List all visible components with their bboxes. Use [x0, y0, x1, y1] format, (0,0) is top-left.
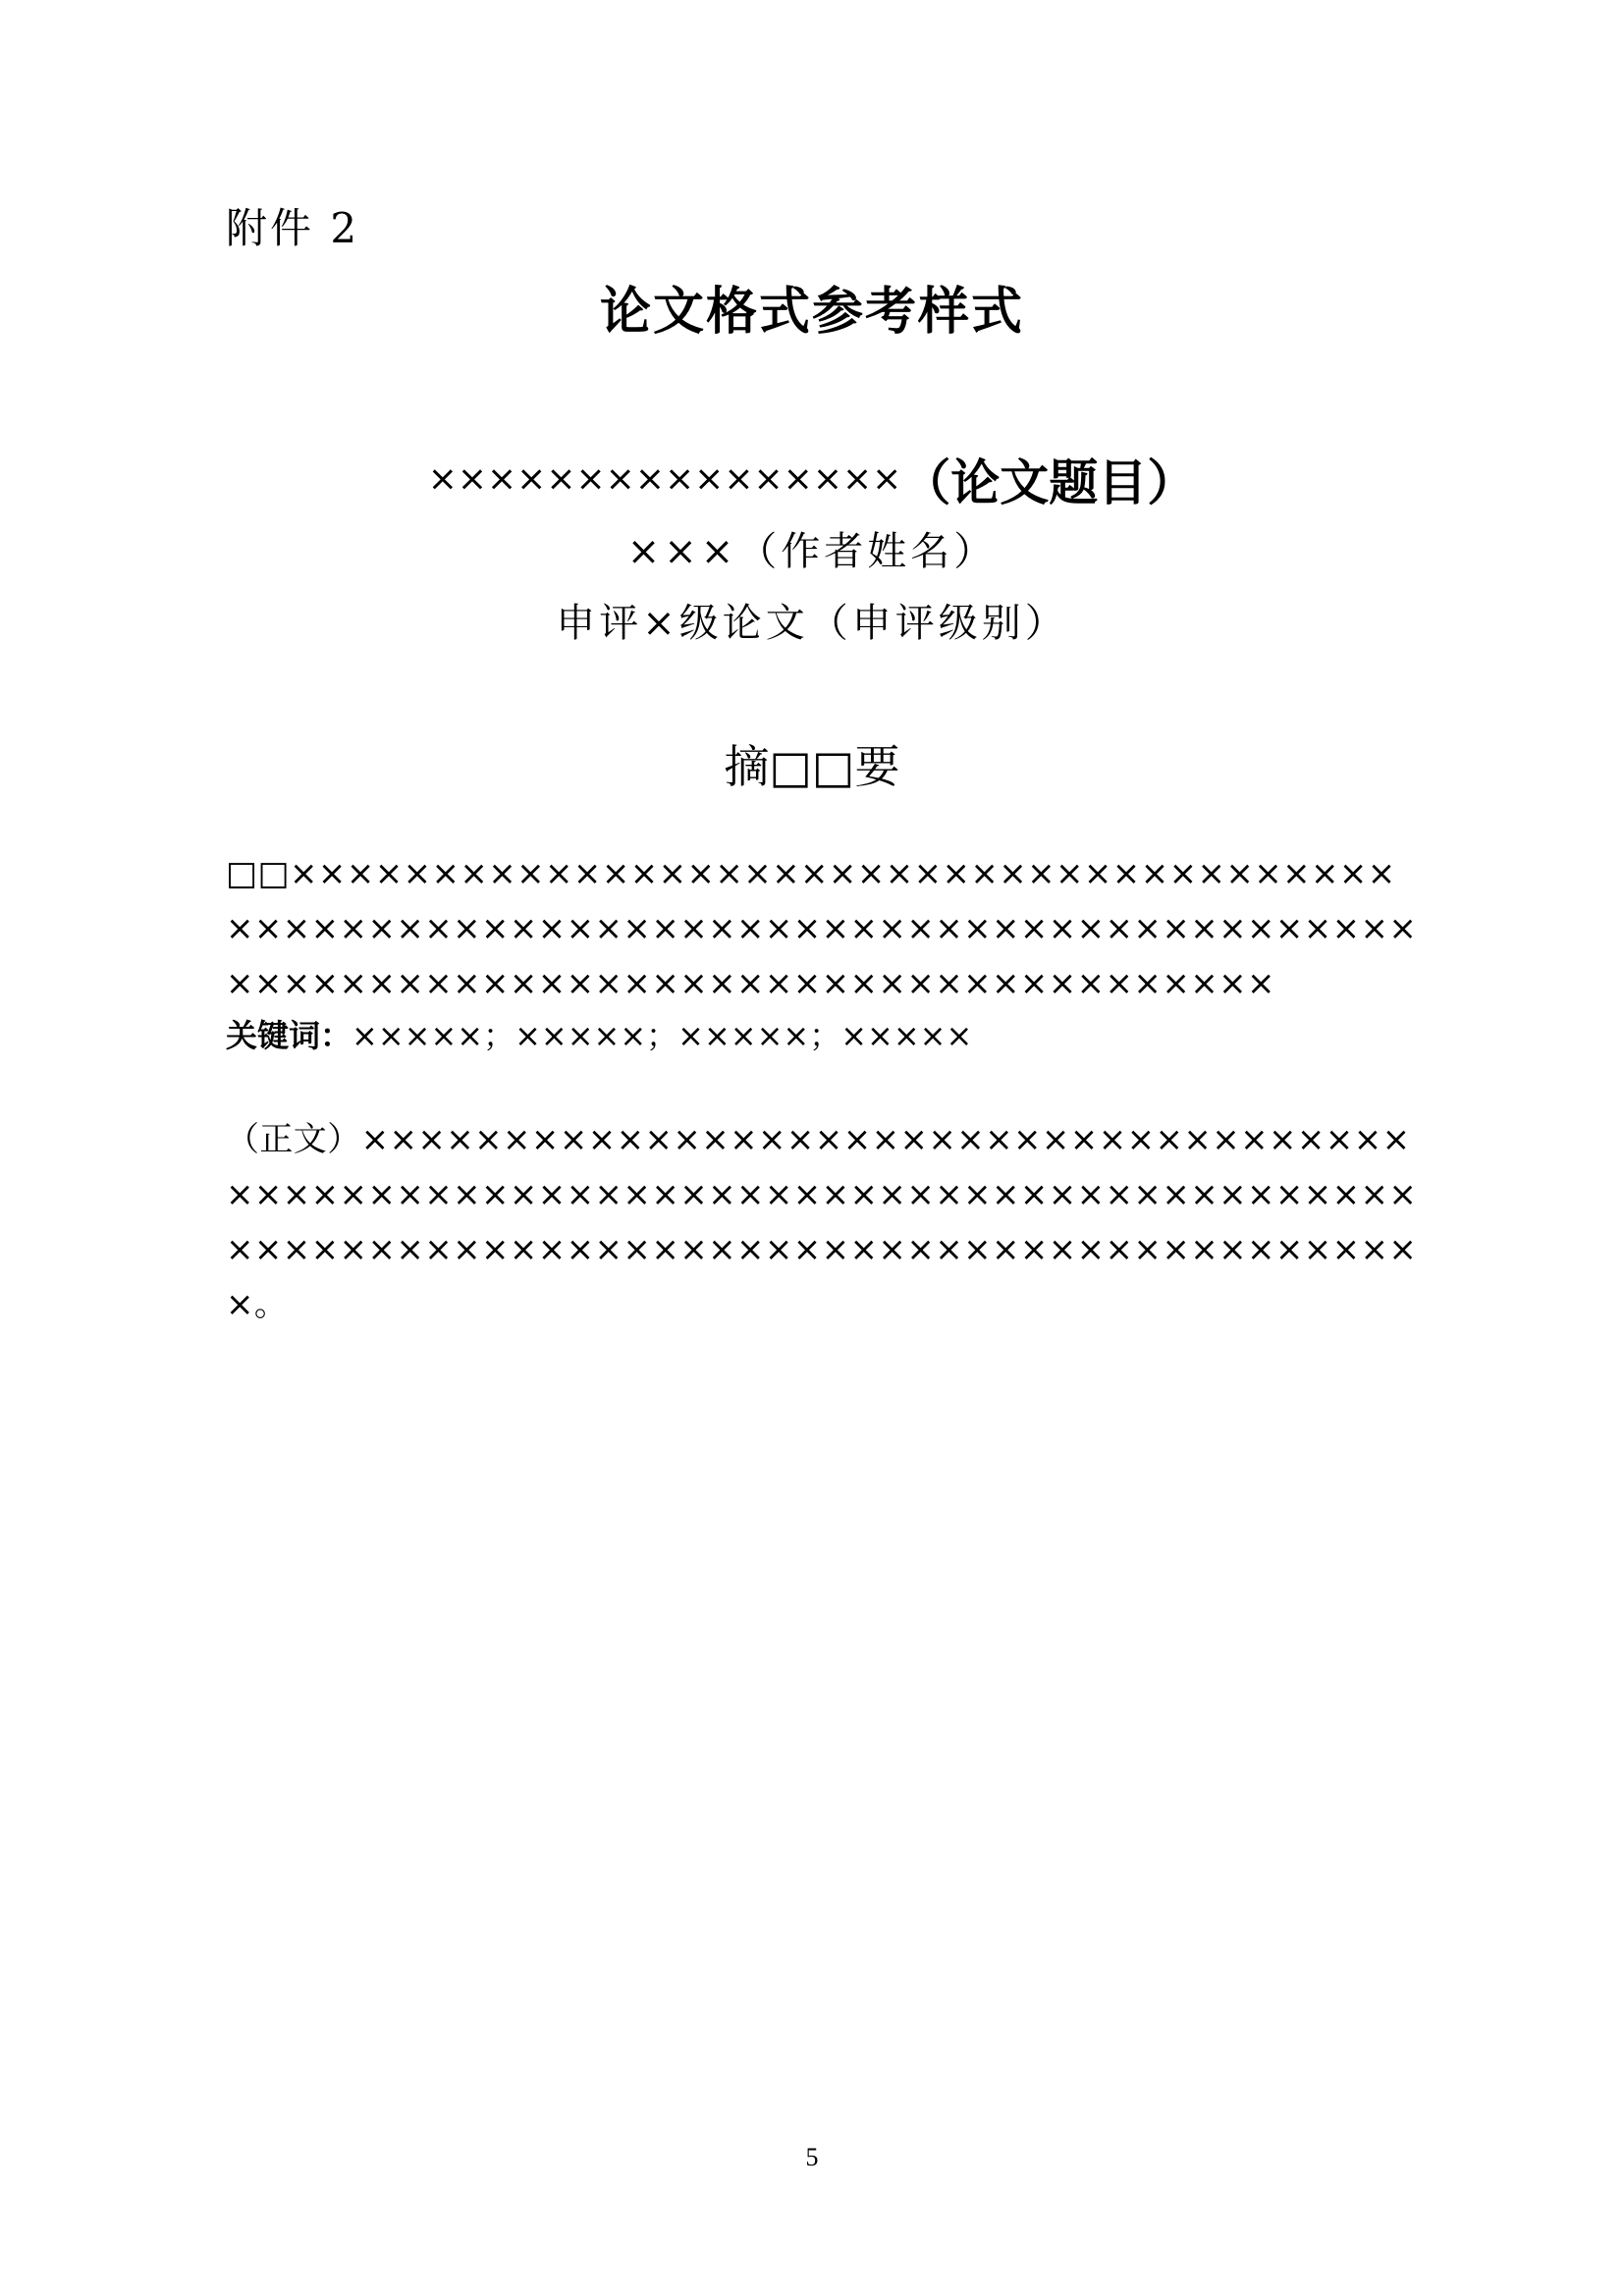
paper-title-label: （论文题目）	[901, 454, 1197, 511]
paper-title	[0, 444, 1624, 514]
level-line: 申评×级论文（申评级别）	[556, 601, 1068, 646]
page-number: 5	[805, 2143, 819, 2171]
abstract-body: □□××××××××××××××××××××××××××××××××××××××××××××××××××××××××××××××××××××××××××××××××××××××××××××××××××××××××××××××××××××××	[226, 854, 1418, 1003]
document-title: 论文格式参考样式	[599, 283, 1024, 342]
attachment-label: 附件 2	[226, 204, 360, 252]
paper-title-placeholder: ××××××××××××××××	[427, 458, 902, 500]
main-text: （正文）××××××××××××××××××××××××××××××××××××××××××××××××××××××××××××××××××××××××××××××××××××××××××××××××××××××××××××××××××××××××××。	[226, 1120, 1418, 1324]
author-line: ×××（作者姓名）	[626, 529, 998, 574]
keywords-line	[226, 1011, 1424, 1056]
keywords-label: 关键词：	[226, 1017, 352, 1054]
abstract-heading: 摘□□要	[724, 740, 900, 793]
keywords-values: ×××××；×××××；×××××；×××××	[352, 1017, 973, 1054]
